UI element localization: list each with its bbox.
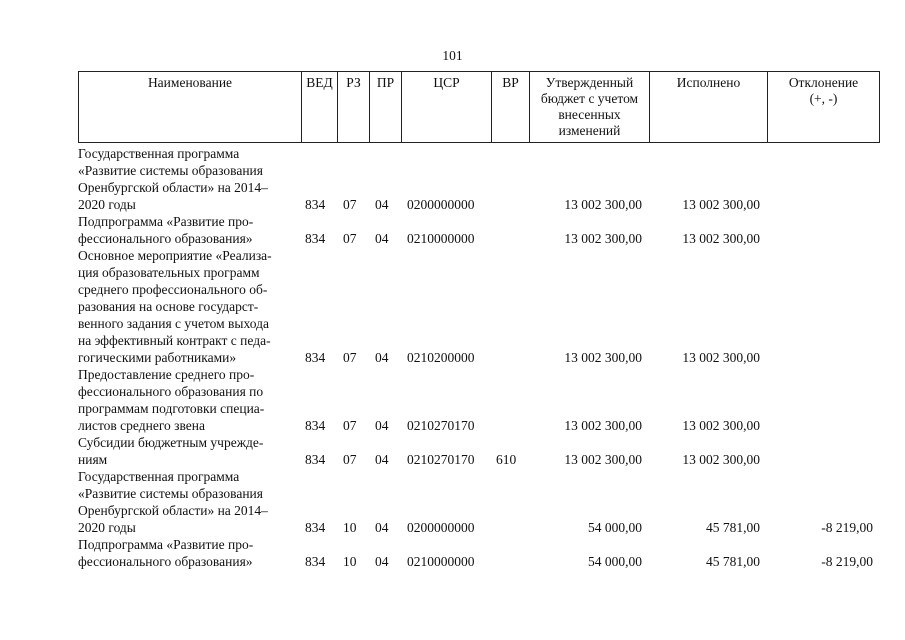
row-rz: 07 [343, 231, 357, 246]
row-done: 45 781,00 [706, 554, 760, 569]
row-ved: 834 [305, 452, 326, 467]
row-budget: 13 002 300,00 [564, 418, 642, 433]
header-budget: Утвержденный бюджет с учетом внесенных изменений [529, 72, 649, 142]
row-done: 13 002 300,00 [682, 418, 760, 433]
row-deviation: -8 219,00 [821, 520, 873, 535]
table-row [78, 468, 880, 536]
row-budget: 13 002 300,00 [564, 197, 642, 212]
row-pr: 04 [375, 452, 389, 467]
row-csr: 0210270170 [407, 418, 475, 433]
row-rz: 07 [343, 197, 357, 212]
row-deviation: -8 219,00 [821, 554, 873, 569]
row-done: 13 002 300,00 [682, 350, 760, 365]
row-done: 13 002 300,00 [682, 231, 760, 246]
row-budget: 13 002 300,00 [564, 452, 642, 467]
header-deviation: Отклонение (+, -) [767, 72, 879, 142]
row-name: Подпрограмма «Развитие про- фессионального образования» [78, 537, 254, 569]
header-ved: ВЕД [301, 72, 337, 142]
row-rz: 10 [343, 554, 357, 569]
table-row [78, 434, 880, 468]
table-row [78, 536, 880, 570]
row-pr: 04 [375, 418, 389, 433]
header-rz: РЗ [337, 72, 369, 142]
row-ved: 834 [305, 350, 326, 365]
row-pr: 04 [375, 520, 389, 535]
row-ved: 834 [305, 520, 326, 535]
row-pr: 04 [375, 350, 389, 365]
row-name: Государственная программа «Развитие системы образования Оренбургской области» на 2014– 2020 годы [78, 469, 268, 535]
row-name: Субсидии бюджетным учрежде- ниям [78, 435, 264, 467]
row-csr: 0210200000 [407, 350, 475, 365]
row-rz: 07 [343, 418, 357, 433]
row-done: 13 002 300,00 [682, 197, 760, 212]
header-vr: ВР [491, 72, 529, 142]
row-done: 45 781,00 [706, 520, 760, 535]
row-ved: 834 [305, 418, 326, 433]
row-csr: 0210000000 [407, 554, 475, 569]
row-csr: 0200000000 [407, 520, 475, 535]
row-vr: 610 [496, 452, 517, 467]
table-row [78, 213, 880, 247]
row-rz: 10 [343, 520, 357, 535]
row-name: Подпрограмма «Развитие про- фессионального образования» [78, 214, 254, 246]
table-row [78, 145, 880, 213]
row-done: 13 002 300,00 [682, 452, 760, 467]
row-csr: 0200000000 [407, 197, 475, 212]
row-ved: 834 [305, 231, 326, 246]
row-name: Государственная программа «Развитие системы образования Оренбургской области» на 2014– 2020 годы [78, 146, 268, 212]
row-budget: 13 002 300,00 [564, 231, 642, 246]
row-name: Основное мероприятие «Реализа- ция образовательных программ среднего профессионального об- разования на основе государст- венного задания с учетом выхода на эффективный контракт с педа- гогическими работниками» [78, 248, 272, 365]
row-budget: 54 000,00 [588, 554, 642, 569]
row-rz: 07 [343, 452, 357, 467]
row-rz: 07 [343, 350, 357, 365]
page-number: 101 [442, 48, 463, 63]
row-pr: 04 [375, 231, 389, 246]
header-name: Наименование [147, 75, 233, 90]
row-pr: 04 [375, 554, 389, 569]
header-pr: ПР [369, 72, 401, 142]
header-csr: ЦСР [401, 72, 491, 142]
row-pr: 04 [375, 197, 389, 212]
row-csr: 0210270170 [407, 452, 475, 467]
row-budget: 13 002 300,00 [564, 350, 642, 365]
table-row [78, 247, 880, 366]
header-done: Исполнено [649, 72, 767, 142]
row-name: Предоставление среднего про- фессионального образования по программам подготовки специа- листов среднего звена [78, 367, 265, 433]
row-ved: 834 [305, 197, 326, 212]
table-row [78, 366, 880, 434]
row-csr: 0210000000 [407, 231, 475, 246]
row-ved: 834 [305, 554, 326, 569]
row-budget: 54 000,00 [588, 520, 642, 535]
table-header [78, 71, 880, 143]
